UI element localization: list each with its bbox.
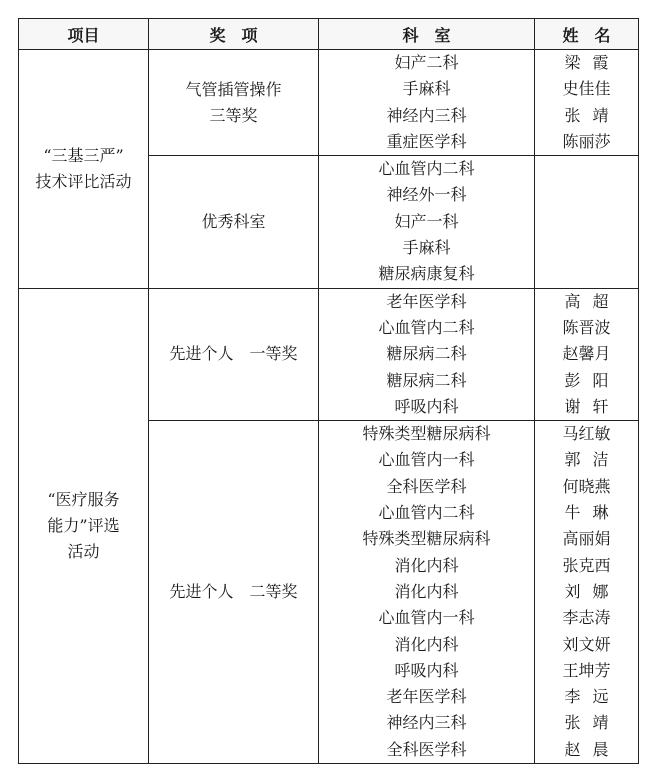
project-label-line: “三基三严”: [43, 145, 124, 165]
department-entry: 糖尿病康复科: [378, 264, 475, 284]
department-entry: 神经外一科: [386, 185, 467, 205]
project-label-line: 技术评比活动: [35, 171, 132, 191]
department-entry: 全科医学科: [386, 739, 467, 759]
person-name: 史佳佳: [562, 79, 611, 99]
project-cell: [19, 50, 149, 289]
department-entry: 全科医学科: [386, 476, 467, 496]
award-cell: [149, 421, 319, 764]
department-entry: 神经内三科: [386, 105, 467, 125]
person-name: 王坤芳: [562, 660, 611, 680]
person-name: 李志涛: [562, 608, 611, 628]
project-label-line: 活动: [67, 541, 100, 561]
person-name: 高超: [564, 291, 621, 311]
person-name: 刘文妍: [562, 634, 611, 654]
department-entry: 神经内三科: [386, 713, 467, 733]
department-entry: 消化内科: [394, 634, 459, 654]
department-entry: 手麻科: [402, 79, 451, 99]
project-label-line: 能力”评选: [47, 515, 120, 535]
project-cell: [19, 288, 149, 763]
person-name: 陈丽莎: [562, 131, 611, 151]
person-name: 赵馨月: [562, 344, 611, 364]
department-entry: 手麻科: [402, 238, 451, 258]
department-entry: 心血管内二科: [378, 317, 475, 337]
award-cell: [149, 288, 319, 420]
department-entry: 重症医学科: [386, 131, 467, 151]
department-entry: 糖尿病二科: [386, 370, 467, 390]
person-name: [535, 235, 638, 261]
department-entry: 心血管内二科: [378, 159, 475, 179]
department-cell: [319, 156, 535, 288]
award-cell: [149, 156, 319, 288]
person-name: 张靖: [564, 713, 621, 733]
header-row: [19, 19, 639, 50]
person-name: 谢轩: [564, 396, 621, 416]
department-entry: 特殊类型糖尿病科: [362, 424, 491, 444]
award-cell: [149, 50, 319, 156]
person-name: 牛琳: [564, 503, 621, 523]
person-name: 何晓燕: [562, 476, 611, 496]
name-cell: [535, 421, 639, 764]
header-award: 奖 项: [149, 19, 319, 50]
name-cell: [535, 156, 639, 288]
award-label-line: 气管插管操作: [185, 79, 282, 99]
name-cell: [535, 288, 639, 420]
person-name: 高丽娟: [562, 529, 611, 549]
name-cell: [535, 50, 639, 156]
person-name: 刘娜: [564, 581, 621, 601]
person-name: 李远: [564, 687, 621, 707]
department-entry: 心血管内二科: [378, 503, 475, 523]
person-name: 赵晨: [564, 739, 621, 759]
person-name: 郭洁: [564, 450, 621, 470]
header-department: 科 室: [319, 19, 535, 50]
award-label-line: 先进个人 一等奖: [169, 344, 298, 364]
person-name: 陈晋波: [562, 317, 611, 337]
department-cell: [319, 50, 535, 156]
project-label-line: “医疗服务: [47, 489, 120, 509]
table-row: [19, 50, 639, 156]
department-entry: 消化内科: [394, 581, 459, 601]
department-entry: 糖尿病二科: [386, 344, 467, 364]
person-name: [535, 209, 638, 235]
department-entry: 呼吸内科: [394, 660, 459, 680]
person-name: [535, 156, 638, 182]
department-entry: 特殊类型糖尿病科: [362, 529, 491, 549]
table-row: [19, 288, 639, 420]
department-entry: 心血管内一科: [378, 450, 475, 470]
department-entry: 消化内科: [394, 555, 459, 575]
department-cell: [319, 288, 535, 420]
department-entry: 心血管内一科: [378, 608, 475, 628]
table-body: [19, 50, 639, 764]
department-cell: [319, 421, 535, 764]
person-name: 梁霞: [564, 53, 621, 72]
department-entry: 妇产二科: [394, 53, 459, 72]
department-entry: 妇产一科: [394, 211, 459, 231]
header-name: 姓 名: [535, 19, 639, 50]
person-name: [535, 182, 638, 208]
award-table: [18, 18, 639, 764]
person-name: 张克西: [562, 555, 611, 575]
person-name: [535, 261, 638, 287]
header-project: 项目: [19, 19, 149, 50]
award-label-line: 先进个人 二等奖: [169, 582, 298, 602]
award-label-line: 优秀科室: [201, 211, 266, 231]
person-name: 张靖: [564, 105, 621, 125]
department-entry: 老年医学科: [386, 291, 467, 311]
award-label-line: 三等奖: [209, 105, 258, 125]
person-name: 马红敏: [562, 424, 611, 444]
department-entry: 呼吸内科: [394, 396, 459, 416]
department-entry: 老年医学科: [386, 687, 467, 707]
person-name: 彭阳: [564, 370, 621, 390]
